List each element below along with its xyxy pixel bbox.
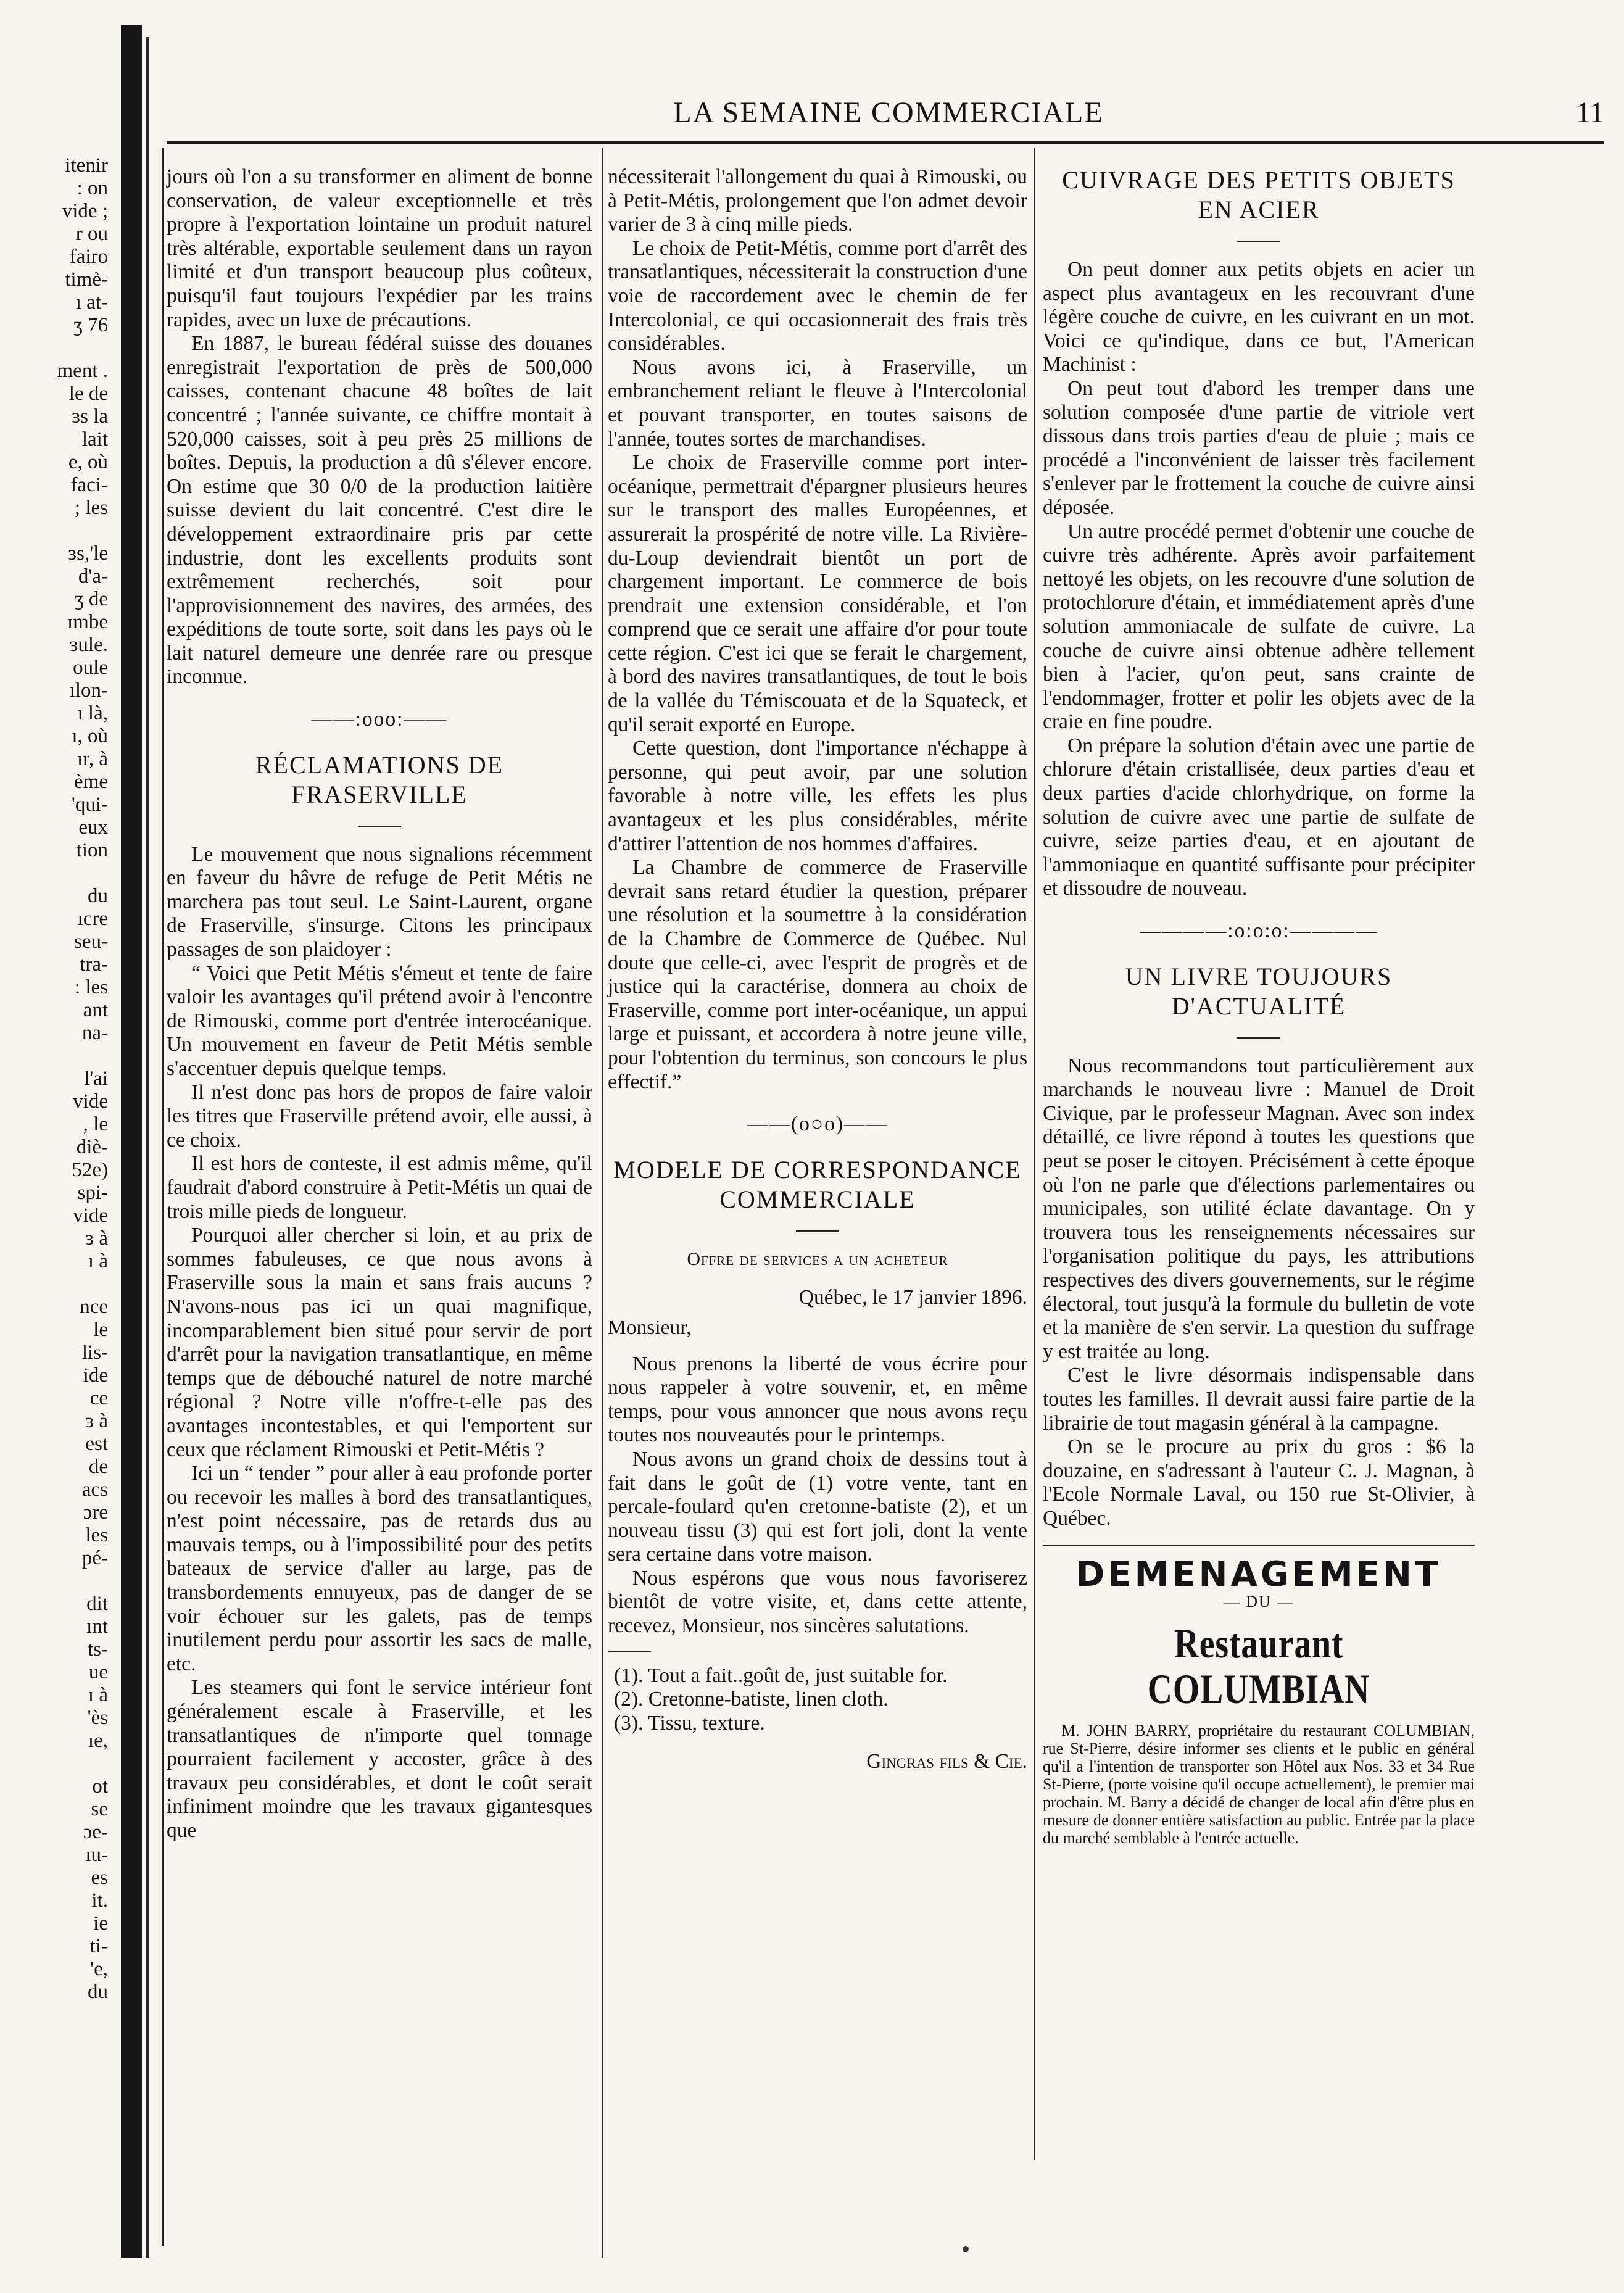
- article-text: Le mouvement que nous signalions récemment en faveur du hâvre de refuge de Petit Métis ne marchera pas tout seul. Le Saint-Laurent, organe de Fraserville, s'insurge. Citons les principaux passages de son plaidoyer :: [167, 842, 592, 961]
- fragment-line: lait: [81, 428, 108, 450]
- fragment-line: vide: [73, 1205, 108, 1227]
- fragment-line: [0, 862, 108, 885]
- article-text: Nous espérons que vous nous favoriserez bientôt de votre visite, et, dans cette attente, recevez, Monsieur, nos sincères salutations.: [608, 1566, 1027, 1638]
- article-text: Le choix de Fraserville comme port inter-océanique, permettrait d'épargner plusieurs heures sur le transport des malles Européennes, et assurerait la prospérité de notre ville. La Rivière-du-Loup deviendrait bientôt un port de chargement important. Le commerce de bois prendrait une extension considérable, et l'on comprend que ce serait une affaire d'or pour toute cette région. C'est ici que se ferait le chargement, à bord des navires transatlantiques, de tout le bois de la vallée du Témiscouata et de la Squateck, et qu'il serait exporté en Europe.: [608, 451, 1027, 736]
- fragment-line: [0, 520, 108, 542]
- fragment-line: tion: [76, 839, 108, 861]
- fragment-line: le: [93, 1319, 108, 1341]
- article-text: Les steamers qui font le service intérieur font généralement escale à Fraserville, et les transatlantiques de n'importe quel tonnage pourraient facilement y accoster, grâce à des travaux peu considérables, et dont le coût serait infiniment moindre que les travaux gigantesques que: [167, 1676, 592, 1842]
- column-2: [608, 165, 1027, 1774]
- heading-rule: [358, 826, 401, 827]
- fragment-line: ɔe-: [83, 1821, 108, 1843]
- column-rule-1: [602, 148, 603, 2258]
- fragment-line: 'ès: [87, 1707, 108, 1729]
- scan-edge-inner: [146, 37, 149, 2258]
- fragment-line: du: [88, 885, 108, 907]
- fragment-line: ue: [88, 1661, 108, 1683]
- footnote: (1). Tout a fait..goût de, just suitable for.: [614, 1664, 948, 1687]
- fragment-line: r ou: [75, 223, 108, 245]
- fragment-line: [0, 1752, 108, 1775]
- fragment-line: [0, 337, 108, 360]
- fragment-line: ılon-: [69, 679, 108, 702]
- article-text: Cette question, dont l'importance n'échappe à personne, qui peut avoir, par une solution favorable à notre ville, les effets les plus avantageux et les plus considérables, mérite d'attirer l'attention de nos hommes d'affaires.: [608, 737, 1027, 855]
- fragment-line: ɪmbe: [67, 611, 108, 633]
- fragment-line: acs: [81, 1478, 108, 1501]
- fragment-line: ie: [93, 1912, 108, 1934]
- fragment-line: 'qui-: [71, 794, 108, 816]
- fragment-line: ıcre: [77, 908, 108, 930]
- fragment-line: na-: [81, 1022, 108, 1044]
- fragment-line: ce: [89, 1387, 108, 1409]
- advertisement-rule: [1043, 1545, 1475, 1546]
- fragment-line: ɔre: [83, 1501, 108, 1524]
- advertisement-business-name: Restaurant COLUMBIAN: [1147, 1619, 1370, 1712]
- footnote: (2). Cretonne-batiste, linen cloth.: [614, 1688, 889, 1711]
- fragment-line: ti-: [89, 1935, 108, 1957]
- fragment-line: 52e): [72, 1159, 108, 1181]
- fragment-line: lis-: [81, 1341, 108, 1364]
- advertisement-connector: — DU —: [1223, 1593, 1295, 1611]
- fragment-line: vide: [73, 1090, 108, 1113]
- article-text: Nous prenons la liberté de vous écrire pour nous rappeler à votre souvenir, et, en même temps, pour vous annoncer que nous avons reçu toutes nos nouveautés pour le printemps.: [608, 1352, 1027, 1447]
- heading-rule: [1237, 241, 1280, 242]
- column-1: [167, 165, 592, 1843]
- footnote-rule: [608, 1651, 651, 1652]
- article-heading: CUIVRAGE DES PETITS OBJETS EN ACIER: [1062, 166, 1456, 223]
- fragment-line: ʒ de: [74, 588, 108, 610]
- article-text: On se le procure au prix du gros : $6 la douzaine, en s'adressant à l'auteur C. J. Magnan, à l'Ecole Normale Laval, ou 150 rue St-Olivier, à Québec.: [1043, 1435, 1475, 1530]
- article-text: nécessiterait l'allongement du quai à Rimouski, ou à Petit-Métis, prolongement que l'on admet devoir varier de 3 à cinq mille pieds.: [608, 165, 1027, 236]
- fragment-line: itenir: [65, 154, 108, 176]
- fragment-line: ıu-: [85, 1844, 108, 1866]
- fragment-line: d'a-: [78, 565, 108, 587]
- article-text: “ Voici que Petit Métis s'émeut et tente de faire valoir les avantages qu'il prétend avoir à l'encontre de Rimouski, comme port d'entrée interocéanique. Un mouvement en faveur de Petit Métis semble s'accentuer depuis quelque temps.: [167, 961, 592, 1080]
- letter-salutation: Monsieur,: [608, 1316, 692, 1339]
- article-text: Nous avons un grand choix de dessins tout à fait dans le goût de (1) votre vente, tant en percale-foulard qu'en cretonne-batiste (2), et un nouveau tissu (3) qui est fort joli, dont la vente sera certaine dans votre maison.: [608, 1447, 1027, 1566]
- fragment-line: eux: [78, 816, 108, 839]
- fragment-line: ır, à: [77, 748, 108, 770]
- article-text: On prépare la solution d'étain avec une partie de chlorure d'étain cristallisée, deux parties d'eau et deux parties d'acide chlorhydrique, on forme la solution de cuivre avec une partie de sulfate de cuivre, seize parties d'eau, et en ajoutant de l'ammoniaque en quantité suffisante pour précipiter et dissoudre de nouveau.: [1043, 734, 1475, 900]
- fragment-line: ide: [83, 1364, 108, 1387]
- fragment-line: les: [85, 1524, 108, 1546]
- fragment-line: ant: [83, 999, 108, 1021]
- fragment-line: ınt: [86, 1615, 108, 1638]
- article-text: Nous recommandons tout particulièrement aux marchands le nouveau livre : Manuel de Droit Civique, par le professeur Magnan. Avec son index détaillé, ce livre répond à toutes les questions que peut se poser le citoyen. Précisément à cette époque où l'on ne parle que d'élections parlementaires ou municipales, son utilité éclate davantage. On y trouvera tous les renseignements nécessaires sur l'organisation politique du pays, les attributions respectives des divers gouvernements, sur le régime électoral, tout jusqu'à la formule du bulletin de vote et la manière de s'en servir. La question du suffrage y est traitée au long.: [1043, 1054, 1475, 1363]
- heading-rule: [796, 1230, 839, 1232]
- article-text: Ici un “ tender ” pour aller à eau profonde porter ou recevoir les malles à bord des transatlantiques, n'est point nécessaire, pas de retards dus au mauvais temps, ou à l'impossibilité pour des petits bateaux de service d'aller au large, pas de transbordements ennuyeux, pas de danger de se voir échouer sur les galets, pas de temps inutilement perdu pour assortir les sacs de malle, etc.: [167, 1462, 592, 1675]
- letter-signature: Gingras fils & Cie.: [866, 1750, 1027, 1773]
- fragment-line: l'ai: [84, 1068, 108, 1090]
- fragment-line: oule: [73, 657, 108, 679]
- article-text: Un autre procédé permet d'obtenir une couche de cuivre très adhérente. Après avoir parfaitement nettoyé les objets, on les recouvre d'une solution de protochlorure d'étain, et immédiatement après d'une solution ammoniacale de sulfate de cuivre. La couche de cuivre ainsi obtenue adhère tellement bien à l'acier, qu'on peut, sans crainte de l'endommager, frotter et polir les objets avec de la craie en fine poudre.: [1043, 520, 1475, 734]
- fragment-line: ı at-: [75, 291, 108, 313]
- article-heading: RÉCLAMATIONS DE FRASERVILLE: [255, 750, 504, 808]
- column-rule-2: [1034, 148, 1035, 2160]
- fragment-line: ɜs,'le: [68, 542, 108, 565]
- article-text: Le choix de Petit-Métis, comme port d'arrêt des transatlantiques, nécessiterait la construction d'une voie de raccordement avec le chemin de fer Intercolonial, ce qui occasionnerait des frais très considérables.: [608, 236, 1027, 355]
- column-3: [1043, 165, 1475, 1847]
- section-divider: ————:o:o:o:————: [1140, 919, 1378, 943]
- fragment-line: ème: [74, 771, 108, 793]
- article-text: Nous avons ici, à Fraserville, un embranchement reliant le fleuve à l'Intercolonial et pouvant transporter, en toutes saisons de l'année, toutes sortes de marchandises.: [608, 355, 1027, 450]
- fragment-line: e, où: [68, 451, 108, 473]
- fragment-line: ; les: [74, 497, 108, 519]
- fragment-line: ı à: [88, 1684, 108, 1706]
- fragment-line: ɜule.: [69, 634, 108, 656]
- fragment-line: ɜ à: [85, 1410, 108, 1432]
- article-text: On peut tout d'abord les tremper dans une solution composée d'une partie de vitriole vert dissous dans trois parties d'eau de pluie ; mais ce procédé a l'inconvénient de laisser très facilement s'enlever par le frottement la couche de cuivre ainsi déposée.: [1043, 376, 1475, 519]
- fragment-line: faci-: [70, 474, 108, 496]
- fragment-line: ʒ 76: [73, 314, 108, 336]
- section-divider: ——(o○o)——: [747, 1113, 889, 1136]
- article-heading: MODELE DE CORRESPONDANCE COMMERCIALE: [613, 1155, 1022, 1213]
- fragment-line: ı là,: [77, 702, 108, 724]
- fragment-line: ı, où: [72, 725, 108, 747]
- letter-dateline: Québec, le 17 janvier 1896.: [798, 1286, 1027, 1309]
- article-text: Il n'est donc pas hors de propos de faire valoir les titres que Fraserville prétend avoir, elle aussi, à ce choix.: [167, 1080, 592, 1151]
- fragment-line: vide ;: [62, 200, 108, 222]
- fragment-line: ıe,: [88, 1730, 108, 1752]
- fragment-line: tra-: [80, 953, 108, 976]
- advertisement-title: DEMENAGEMENT: [1075, 1554, 1442, 1594]
- column-rule-left: [162, 148, 164, 2246]
- fragment-line: ɜ à: [85, 1227, 108, 1250]
- fragment-line: de: [88, 1456, 108, 1478]
- heading-rule: [1237, 1037, 1280, 1039]
- fragment-line: ment .: [57, 360, 108, 382]
- fragment-line: : les: [74, 976, 108, 998]
- advertisement-text: M. JOHN BARRY, propriétaire du restaurant COLUMBIAN, rue St-Pierre, désire informer ses clients et le public en général qu'il a l'intention de transporter son Hôtel aux Nos. 33 et 34 Rue St-Pierre, (porte voisine qu'il occupe actuellement), le premier mai prochain. M. Barry a décidé de changer de local afin d'être plus en mesure de donner entière satisfaction au public. Entrée par la place du marché semblable à l'entrée actuelle.: [1043, 1721, 1475, 1847]
- article-text: On peut donner aux petits objets en acier un aspect plus avantageux en les recouvrant d'une légère couche de cuivre, en les cuivrant en un mot. Voici ce qu'indique, dans ce but, l'American Machinist :: [1043, 258, 1475, 376]
- previous-page-fragments: [0, 154, 108, 2004]
- fragment-line: le de: [68, 383, 108, 405]
- article-text: En 1887, le bureau fédéral suisse des douanes enregistrait l'exportation de près de 500,000 caisses, contenant chacune 48 boîtes de lait concentré ; l'année suivante, ce chiffre montait à 520,000 caisses, soit à peu près 25 millions de boîtes. Depuis, la production a dû s'élever encore. On estime que 30 0/0 de la production laitière suisse devient du lait concentré. C'est dire le développement extraordinaire pris par cette industrie, dont les excellents produits sont extrêmement recherchés, soit pour l'approvisionnement des navires, des armées, des expéditions de toute sorte, soit dans les pays où le lait naturel demeure une denrée rare ou presque inconnue.: [167, 332, 592, 689]
- fragment-line: it.: [91, 1889, 108, 1912]
- header-rule: [167, 141, 1604, 144]
- ink-speck: [963, 2246, 969, 2252]
- article-text: Il est hors de conteste, il est admis même, qu'il faudrait d'abord construire à Petit-Métis un quai de trois mille pieds de longueur.: [167, 1152, 592, 1223]
- fragment-line: es: [91, 1867, 108, 1889]
- fragment-line: spi-: [77, 1182, 108, 1204]
- fragment-line: fairo: [69, 246, 108, 268]
- article-text: Pourquoi aller chercher si loin, et au prix de sommes fabuleuses, ce que nous avons à Fraserville sous la main et sans frais aucuns ? N'avons-nous pas ici un quai magnifique, incomparablement bien situé pour servir de port d'arrêt pour la navigation transatlantique, en même temps que de débouché naturel de notre marché régional ? Notre ville n'offre-t-elle pas des avantages incontestables, et qui l'emportent sur ceux que réclament Rimouski et Petit-Métis ?: [167, 1224, 592, 1461]
- fragment-line: [0, 1570, 108, 1593]
- fragment-line: pé-: [81, 1547, 108, 1569]
- fragment-line: seu-: [74, 931, 108, 953]
- footnote: (3). Tissu, texture.: [614, 1711, 765, 1735]
- fragment-line: nce: [80, 1296, 108, 1318]
- page-header: [167, 96, 1604, 133]
- fragment-line: 'e,: [90, 1958, 108, 1980]
- section-divider: ——:ooo:——: [311, 708, 448, 731]
- fragment-line: [0, 1273, 108, 1296]
- letter-subheading: Offre de services a un acheteur: [687, 1248, 948, 1269]
- fragment-line: , le: [83, 1113, 108, 1135]
- fragment-line: ı à: [88, 1250, 108, 1272]
- fragment-line: diè-: [76, 1136, 108, 1158]
- fragment-line: ɜs la: [72, 405, 108, 428]
- fragment-line: du: [88, 1981, 108, 2003]
- fragment-line: dit: [86, 1593, 108, 1615]
- fragment-line: se: [91, 1798, 108, 1820]
- fragment-line: timè-: [65, 268, 108, 291]
- article-heading: UN LIVRE TOUJOURS D'ACTUALITÉ: [1125, 962, 1393, 1020]
- article-text: jours où l'on a su transformer en aliment de bonne conservation, de valeur exceptionnelle et très propre à l'exportation lointaine un produit naturel très altérable, exportable seulement dans un rayon limité et d'un transport beaucoup plus coûteux, puisqu'il faut toujours l'expédier par les trains rapides, avec un luxe de précautions.: [167, 165, 592, 331]
- fragment-line: ot: [92, 1775, 108, 1797]
- scan-edge: [121, 25, 142, 2258]
- page-number: 11: [1575, 96, 1604, 129]
- article-text: La Chambre de commerce de Fraserville devrait sans retard étudier la question, préparer une résolution et la soumettre à la considération de la Chambre de Commerce de Québec. Nul doute que celle-ci, avec l'esprit de progrès et de justice qui la caractérise, donnera au choix de Fraserville, comme port inter-océanique, un appui large et puissant, et accordera à notre jeune ville, pour l'obtention du terminus, son concours le plus effectif.”: [608, 856, 1027, 1093]
- fragment-line: ts-: [88, 1638, 108, 1661]
- fragment-line: : on: [77, 177, 108, 199]
- fragment-line: [0, 1045, 108, 1068]
- newspaper-title: LA SEMAINE COMMERCIALE: [673, 96, 1104, 129]
- fragment-line: est: [85, 1433, 108, 1455]
- article-text: C'est le livre désormais indispensable dans toutes les familles. Il devrait aussi faire partie de la librairie de tout magasin général à la campagne.: [1043, 1364, 1475, 1435]
